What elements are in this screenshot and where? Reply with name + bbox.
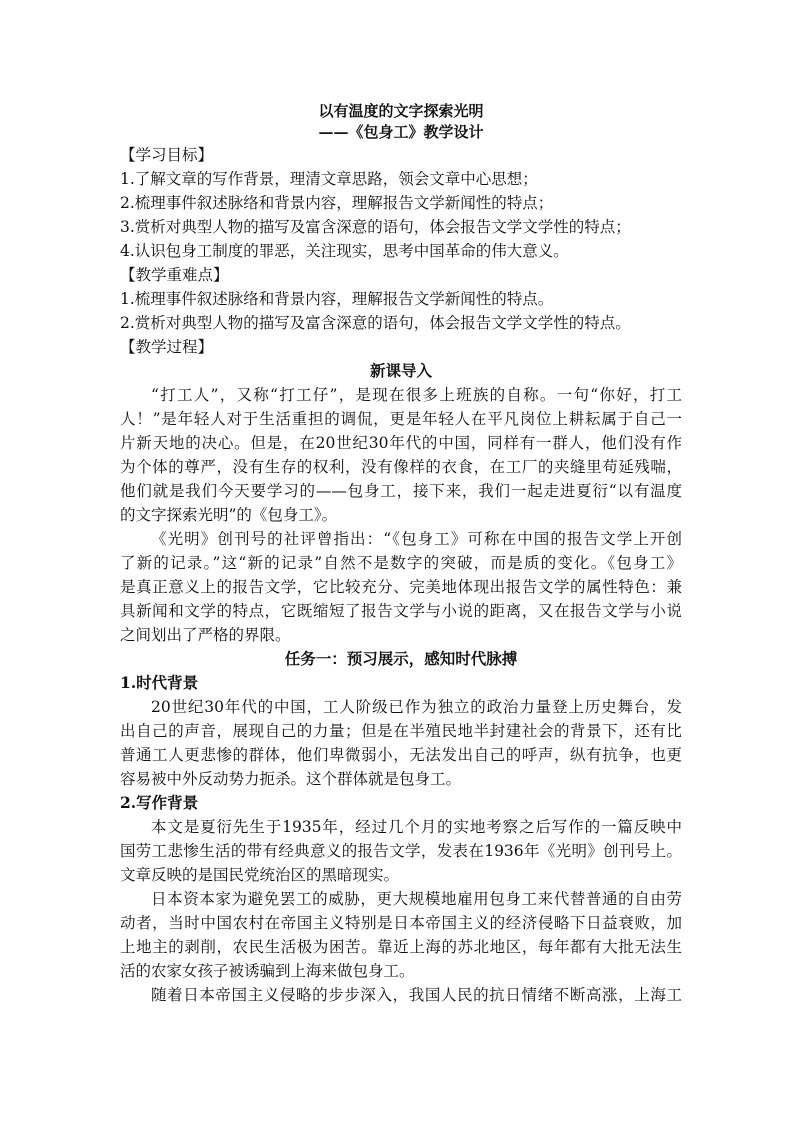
line: 1.梳理事件叙述脉络和背景内容，理解报告文学新闻性的特点。	[120, 290, 554, 308]
section-heading	[120, 359, 682, 383]
line: 1.时代背景	[120, 673, 199, 692]
line: 之间划出了严格的界限。	[120, 626, 291, 644]
document-page	[120, 101, 682, 1007]
text-line	[120, 215, 682, 239]
line: 片新天地的决心。但是，在20世纪30年代的中国，同样有一群人，他们没有作	[120, 434, 682, 452]
text-line	[120, 335, 682, 359]
section-heading	[120, 671, 682, 695]
line: 【学习目标】	[120, 146, 214, 164]
line: 随着日本帝国主义侵略的步步深入，我国人民的抗日情绪不断高涨，上海工	[151, 986, 682, 1004]
line: 了新的记录。”这“新的记录”自然不是数字的突破，而是质的变化。《包身工》	[120, 554, 682, 572]
line: 人！”是年轻人对于生活重担的调侃，更是年轻人在平凡岗位上耕耘属于自己一	[120, 410, 682, 428]
line: 2.梳理事件叙述脉络和背景内容，理解报告文学新闻性的特点；	[120, 194, 554, 212]
text-line	[120, 311, 682, 335]
line: 本文是夏衍先生于1935年，经过几个月的实地考察之后写作的一篇反映中	[151, 818, 682, 836]
line: 容易被中外反动势力扼杀。这个群体就是包身工。	[120, 770, 462, 788]
line: 国劳工悲惨生活的带有经典意义的报告文学，发表在1936年《光明》创刊号上。	[120, 842, 682, 860]
document-subtitle: ——《包身工》教学设计	[318, 123, 484, 141]
section-heading	[120, 791, 682, 815]
text-line	[120, 191, 682, 215]
line: 【教学过程】	[120, 338, 214, 356]
line: 日本资本家为避免罢工的威胁，更大规模地雇用包身工来代替普通的自由劳	[151, 890, 682, 908]
line: 2.写作背景	[120, 793, 199, 812]
line: 1.了解文章的写作背景，理清文章思路，领会文章中心思想；	[120, 170, 538, 188]
line: 3.赏析对典型人物的描写及富含深意的语句，体会报告文学文学性的特点；	[120, 218, 631, 236]
line: 【教学重难点】	[120, 266, 229, 284]
line: 上地主的剥削，农民生活极为困苦。靠近上海的苏北地区，每年都有大批无法生	[120, 938, 682, 956]
line: 的文字探索光明”的《包身工》。	[120, 506, 338, 524]
line: 动者，当时中国农村在帝国主义特别是日本帝国主义的经济侵略下日益衰败，加	[120, 914, 682, 932]
line: 是真正意义上的报告文学，它比较充分、完美地体现出报告文学的属性特色：兼	[120, 578, 682, 596]
line: 具新闻和文学的特点，它既缩短了报告文学与小说的距离，又在报告文学与小说	[120, 602, 682, 620]
paragraph	[120, 815, 682, 887]
text-line	[120, 143, 682, 167]
text-line	[120, 239, 682, 263]
paragraph	[120, 887, 682, 983]
line: 文章反映的是国民党统治区的黑暗现实。	[120, 866, 400, 884]
line: 新课导入	[369, 361, 432, 380]
line: 为个体的尊严，没有生存的权利，没有像样的衣食，在工厂的夹缝里苟延残喘，	[120, 458, 682, 476]
paragraph	[120, 695, 682, 791]
line: 20世纪30年代的中国，工人阶级已作为独立的政治力量登上历史舞台，发	[151, 698, 682, 716]
line: 任务一：预习展示，感知时代脉搏	[284, 649, 518, 668]
paragraph	[120, 983, 682, 1007]
line: 普通工人更悲惨的群体，他们卑微弱小，无法发出自己的呼声，纵有抗争，也更	[120, 746, 682, 764]
line: 2.赏析对典型人物的描写及富含深意的语句，体会报告文学文学性的特点。	[120, 314, 631, 332]
document-title: 以有温度的文字探索光明	[318, 102, 484, 120]
text-line	[120, 263, 682, 287]
paragraph	[120, 527, 682, 647]
line: 出自己的声音，展现自己的力量；但是在半殖民地半封建社会的背景下，还有比	[120, 722, 682, 740]
line: 活的农家女孩子被诱骗到上海来做包身工。	[120, 962, 415, 980]
document-body	[120, 143, 682, 1007]
line: “打工人”，又称“打工仔”，是现在很多上班族的自称。一句“你好，打工	[151, 386, 682, 404]
line: 《光明》创刊号的社评曾指出：“《包身工》可称在中国的报告文学上开创	[151, 530, 682, 548]
paragraph	[120, 383, 682, 527]
text-line	[120, 167, 682, 191]
section-heading	[120, 647, 682, 671]
text-line	[120, 287, 682, 311]
line: 他们就是我们今天要学习的——包身工，接下来，我们一起走进夏衍“以有温度	[120, 482, 682, 500]
line: 4.认识包身工制度的罪恶，关注现实，思考中国革命的伟大意义。	[120, 242, 569, 260]
